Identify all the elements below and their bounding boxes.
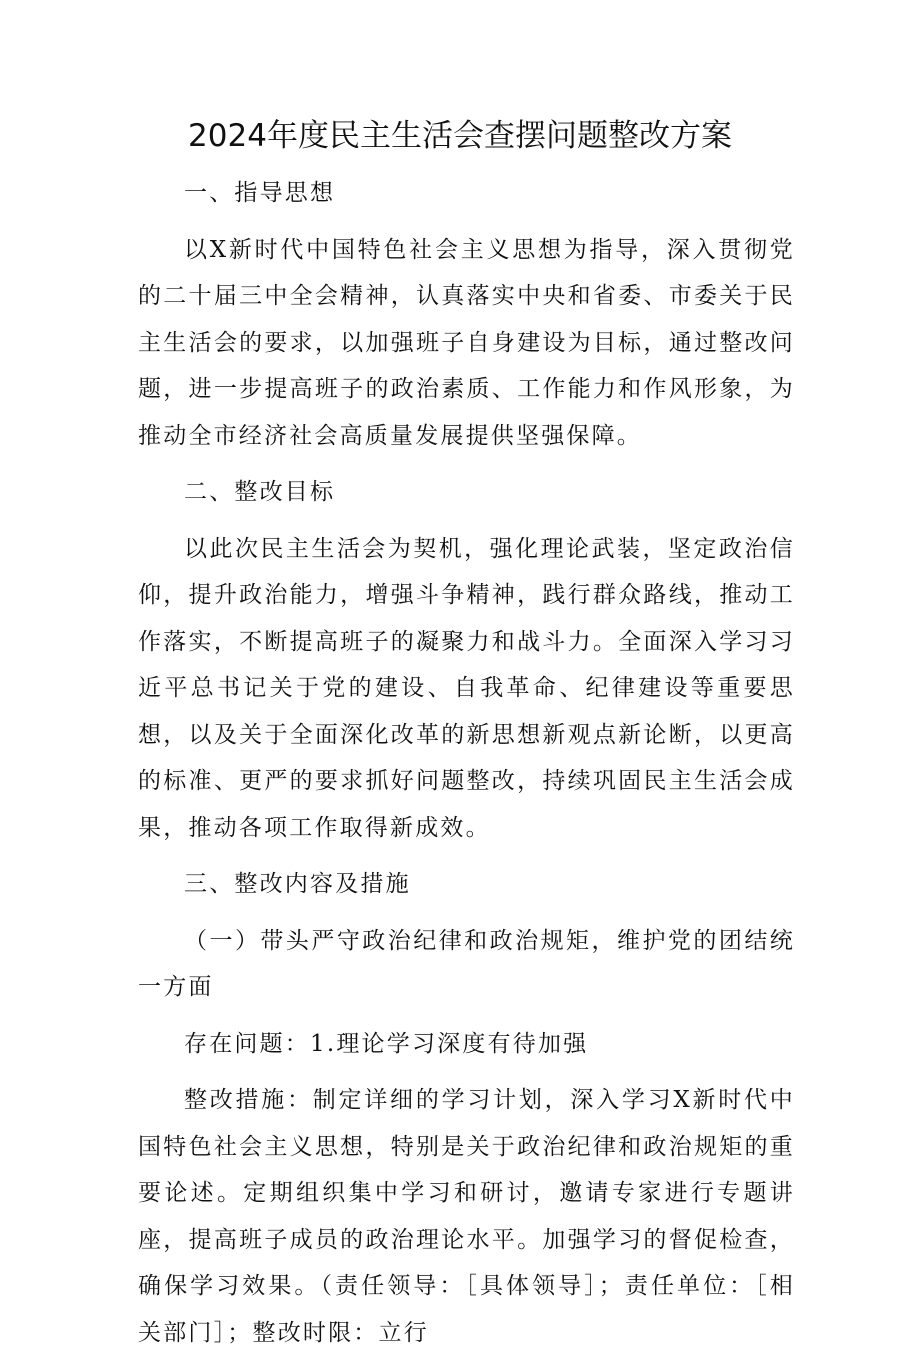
document-title: 2024年度民主生活会查摆问题整改方案 [188, 118, 732, 154]
section-heading-guiding-ideology: 一、指导思想 [184, 180, 336, 206]
paragraph-guiding-ideology: 以X新时代中国特色社会主义思想为指导，深入贯彻党的二十届三中全会精神，认真落实中央和省委、市委关于民主生活会的要求，以加强班子自身建设为目标，通过整改问题，进一步提高班子的政治素质、工作能力和作风形象，为推动全市经济社会高质量发展提供坚强保障。 [138, 236, 795, 449]
problem-statement: 存在问题：1.理论学习深度有待加强 [184, 1030, 589, 1057]
section-heading-rectification-goals: 二、整改目标 [184, 479, 336, 505]
document-body [138, 170, 795, 1356]
section-heading-content-and-measures: 三、整改内容及措施 [184, 871, 411, 897]
subheading-political-discipline: （一）带头严守政治纪律和政治规矩，维护党的团结统一方面 [138, 927, 795, 1000]
rectification-measures: 整改措施：制定详细的学习计划，深入学习X新时代中国特色社会主义思想，特别是关于政治纪律和政治规矩的重要论述。定期组织集中学习和研讨，邀请专家进行专题讲座，提高班子成员的政治理论水平。加强学习的督促检查，确保学习效果。（责任领导：［具体领导］；责任单位：［相关部门］；整改时限：立行 [138, 1087, 795, 1346]
paragraph-rectification-goals: 以此次民主生活会为契机，强化理论武装，坚定政治信仰，提升政治能力，增强斗争精神，践行群众路线，推动工作落实，不断提高班子的凝聚力和战斗力。全面深入学习习近平总书记关于党的建设、自我革命、纪律建设等重要思想，以及关于全面深化改革的新思想新观点新论断，以更高的标准、更严的要求抓好问题整改，持续巩固民主生活会成果，推动各项工作取得新成效。 [138, 535, 795, 841]
